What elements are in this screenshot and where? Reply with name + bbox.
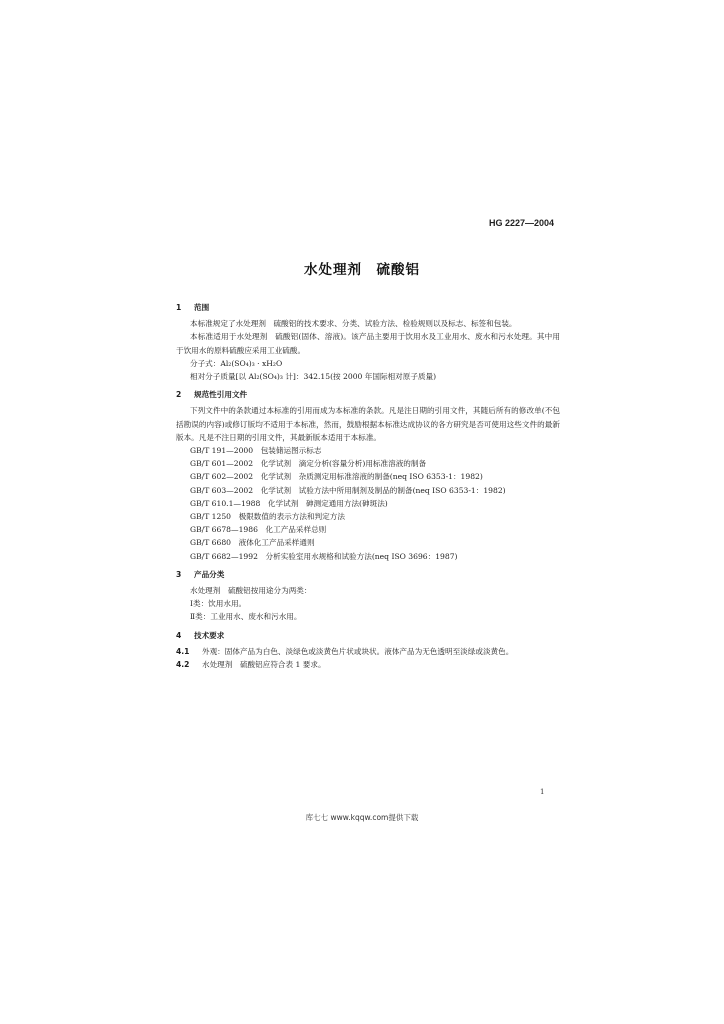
classification-line: Ⅱ类：工业用水、废水和污水用。 bbox=[190, 612, 302, 622]
reference-item: GB/T 602—2002 化学试剂 杂质测定用标准溶液的制备(neq ISO 6353-1：1982) bbox=[190, 472, 483, 482]
classification-line: Ⅰ类：饮用水用。 bbox=[190, 599, 247, 609]
classification-line: 水处理剂 硫酸铝按用途分为两类： bbox=[190, 586, 312, 596]
paragraph: 本标准适用于水处理剂 硫酸铝(固体、溶液)。该产品主要用于饮用水及工业用水、废水和污水处理。其中用于饮用水的原料硫酸应采用工业硫酸。 bbox=[176, 332, 560, 355]
section-2-heading bbox=[176, 388, 560, 401]
document-title: 水处理剂 硫酸铝 bbox=[304, 262, 420, 278]
section-title: 技术要求 bbox=[194, 630, 225, 640]
section-number: 4 bbox=[176, 630, 182, 640]
reference-item: GB/T 6680 液体化工产品采样通则 bbox=[190, 538, 315, 548]
section-number: 3 bbox=[176, 569, 182, 579]
reference-item: GB/T 603—2002 化学试剂 试验方法中所用制剂及制品的制备(neq ISO 6353-1：1982) bbox=[190, 485, 506, 495]
section-number: 2 bbox=[176, 390, 182, 400]
reference-item: GB/T 1250 极限数值的表示方法和判定方法 bbox=[190, 512, 345, 522]
document-body bbox=[176, 296, 560, 671]
section-title: 产品分类 bbox=[194, 569, 225, 579]
page-number: 1 bbox=[540, 788, 545, 796]
section-title: 范围 bbox=[194, 303, 210, 312]
reference-item: GB/T 6682—1992 分析实验室用水规格和试验方法(neq ISO 3696：1987) bbox=[190, 551, 458, 561]
molecular-formula: 分子式：Al₂(SO₄)₃ · xH₂O bbox=[190, 358, 283, 368]
section-1-heading bbox=[176, 301, 560, 314]
standard-code: HG 2227—2004 bbox=[488, 218, 554, 228]
reference-item: GB/T 601—2002 化学试剂 滴定分析(容量分析)用标准溶液的制备 bbox=[190, 459, 427, 469]
reference-item: GB/T 610.1—1988 化学试剂 砷测定通用方法(砷斑法) bbox=[190, 498, 388, 508]
section-4-heading bbox=[176, 629, 560, 642]
requirement-item bbox=[176, 645, 560, 658]
paragraph: 本标准规定了水处理剂 硫酸铝的技术要求、分类、试验方法、检验规则以及标志、标签和包装。 bbox=[190, 319, 517, 329]
item-text: 水处理剂 硫酸铝应符合表 1 要求。 bbox=[202, 660, 326, 670]
item-text: 外观：固体产品为白色、淡绿色或淡黄色片状或块状。液体产品为无色透明至淡绿或淡黄色。 bbox=[202, 646, 514, 656]
paragraph: 下列文件中的条款通过本标准的引用而成为本标准的条款。凡是注日期的引用文件，其随后所有的修改单(不包括勘误的内容)或修订版均不适用于本标准，然而，鼓励根据本标准达成协议的各方研究是否可使用这些文件的最新版本。凡是不注日期的引用文件，其最新版本适用于本标准。 bbox=[176, 406, 560, 442]
requirement-item bbox=[176, 658, 560, 671]
section-number: 1 bbox=[176, 303, 182, 312]
section-3-heading bbox=[176, 568, 560, 581]
section-title: 规范性引用文件 bbox=[194, 390, 248, 400]
item-number: 4.2 bbox=[176, 660, 190, 670]
download-footer: 库七七 www.kqqw.com提供下载 bbox=[305, 813, 419, 822]
reference-item: GB/T 6678—1986 化工产品采样总则 bbox=[190, 525, 327, 535]
molecular-mass: 相对分子质量[以 Al₂(SO₄)₃ 计]：342.15(按 2000 年国际相对原子质量) bbox=[190, 372, 437, 382]
item-number: 4.1 bbox=[176, 646, 190, 656]
reference-item: GB/T 191—2000 包装储运图示标志 bbox=[190, 446, 322, 456]
